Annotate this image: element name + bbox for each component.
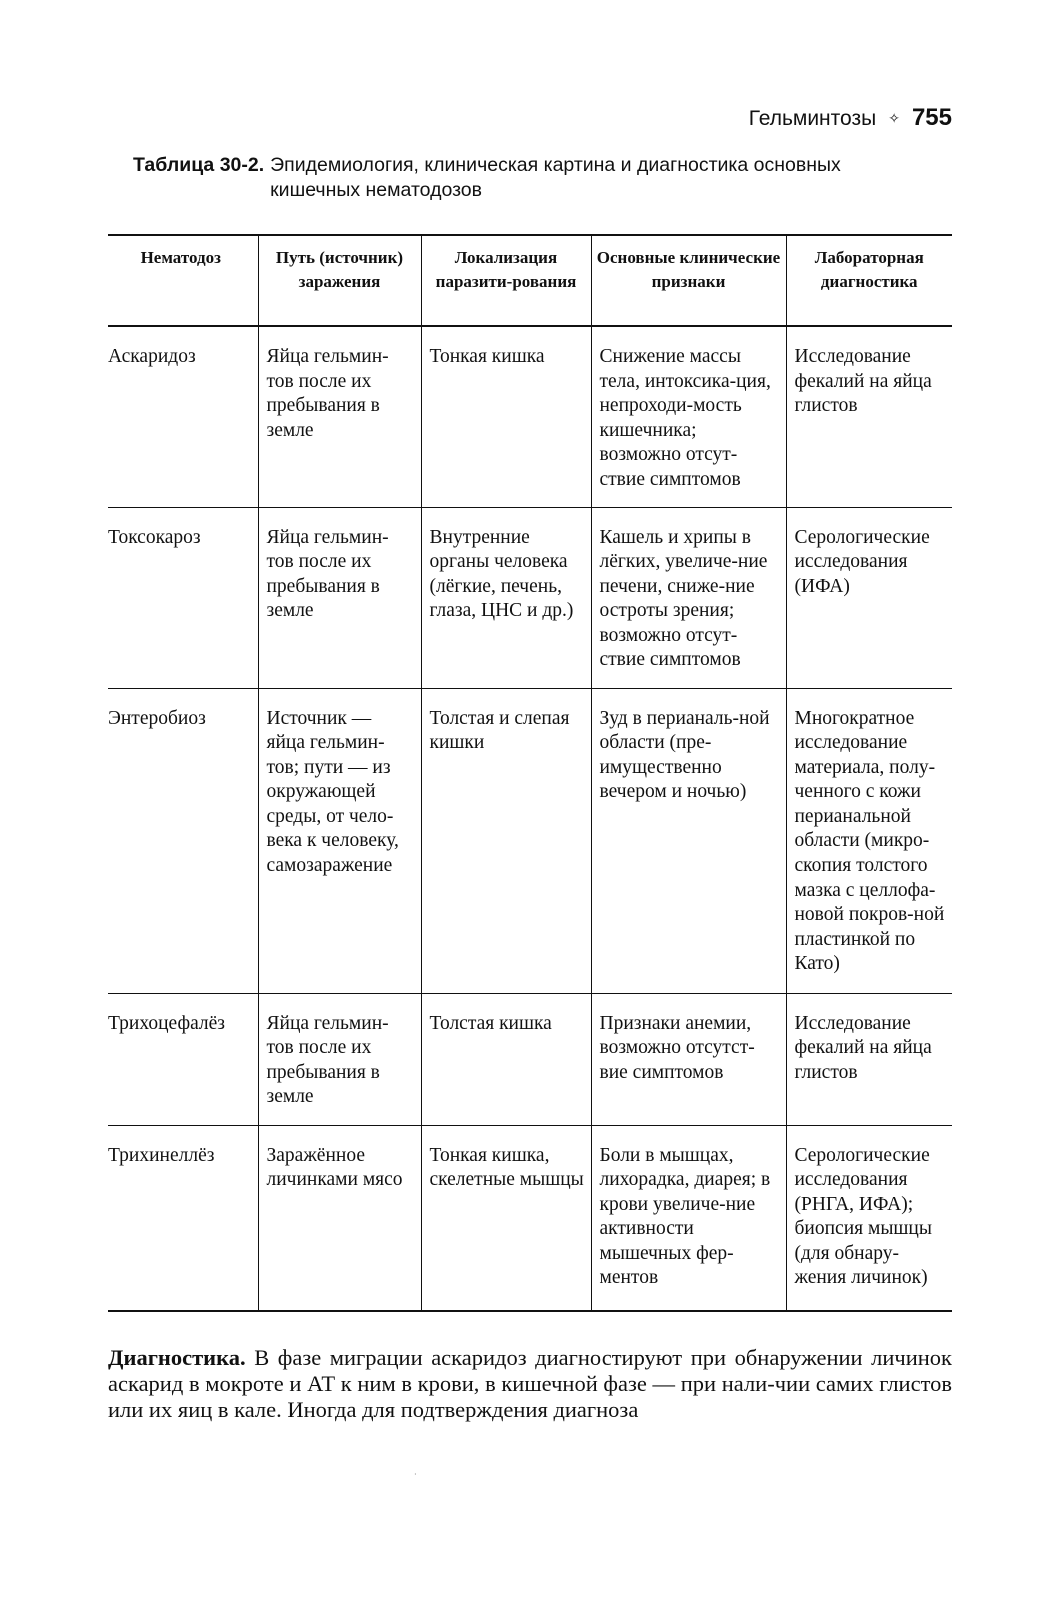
table-row xyxy=(108,1125,952,1311)
cell-lab-diagnostics: Серологические исследования (ИФА) xyxy=(786,507,952,688)
cell-clinical-signs: Зуд в перианаль-ной области (пре-имущественно вечером и ночью) xyxy=(591,688,786,993)
nematodes-table xyxy=(108,234,952,1312)
paragraph-runin-heading: Диагностика. xyxy=(108,1345,246,1370)
cell-clinical-signs: Кашель и хрипы в лёгких, увеличе-ние печени, сниже-ние остроты зрения; возможно отсут-ствие симптомов xyxy=(591,507,786,688)
cell-nematode: Трихоцефалёз xyxy=(108,1012,225,1034)
stray-mark: · xyxy=(414,1470,417,1479)
section-title: Гельминтозы xyxy=(748,107,877,130)
table-row xyxy=(108,507,952,688)
cell-localization: Толстая и слепая кишки xyxy=(421,688,591,993)
diagnostics-paragraph xyxy=(108,1345,952,1423)
cell-nematode: Аскаридоз xyxy=(108,346,196,367)
cell-clinical-signs: Боли в мышцах, лихорадка, диарея; в крови увеличе-ние активности мышечных фер-ментов xyxy=(591,1125,786,1311)
cell-nematode: Токсокароз xyxy=(108,526,201,548)
header-nematode: Нематодоз xyxy=(140,248,221,267)
cell-clinical-signs: Снижение массы тела, интоксика-ция, непроходи-мость кишечника; возможно отсут-ствие симптомов xyxy=(591,326,786,507)
cell-clinical-signs: Признаки анемии, возможно отсутст-вие симптомов xyxy=(591,993,786,1125)
header-lab-diagnostics: Лабораторная диагностика xyxy=(786,235,952,326)
header-localization: Локализация паразити-рования xyxy=(421,235,591,326)
cell-nematode: Энтеробиоз xyxy=(108,707,206,729)
table-row xyxy=(108,993,952,1125)
paragraph-text: В фазе миграции аскаридоз диагностируют при обнаружении личинок аскарид в мокроте и АТ к ним в крови, в кишечной фазе — при нали-чии самих глистов или их яиц в кале. Иногда для подтверждения диагноза xyxy=(108,1345,952,1422)
table-row xyxy=(108,326,952,507)
cell-lab-diagnostics: Исследование фекалий на яйца глистов xyxy=(786,993,952,1125)
cell-lab-diagnostics: Многократное исследование материала, полу-ченного с кожи перианальной области (микро-скопия толстого мазка с целлофа-новой покров-ной пластинкой по Като) xyxy=(786,688,952,993)
cell-lab-diagnostics: Исследование фекалий на яйца глистов xyxy=(786,326,952,507)
cell-localization: Тонкая кишка xyxy=(421,326,591,507)
cell-localization: Тонкая кишка, скелетные мышцы xyxy=(421,1125,591,1311)
cell-infection-route: Яйца гельмин-тов после их пребывания в земле xyxy=(258,326,421,507)
table-label: Таблица 30-2. xyxy=(133,154,265,176)
cell-infection-route: Заражённое личинками мясо xyxy=(258,1125,421,1311)
page-number: 755 xyxy=(911,104,952,131)
cell-nematode: Трихинеллёз xyxy=(108,1144,215,1166)
table-caption xyxy=(133,153,953,203)
cell-infection-route: Яйца гельмин-тов после их пребывания в земле xyxy=(258,993,421,1125)
diamond-separator-icon: ✧ xyxy=(888,110,900,126)
cell-infection-route: Яйца гельмин-тов после их пребывания в земле xyxy=(258,507,421,688)
running-head xyxy=(110,104,952,132)
table-header-row xyxy=(108,235,952,326)
table-title: Эпидемиология, клиническая картина и диагностика основных кишечных нематодозов xyxy=(270,154,841,201)
cell-localization: Толстая кишка xyxy=(421,993,591,1125)
cell-lab-diagnostics: Серологические исследования (РНГА, ИФА); биопсия мышцы (для обнару-жения личинок) xyxy=(786,1125,952,1311)
header-infection-route: Путь (источник) заражения xyxy=(258,235,421,326)
header-clinical-signs: Основные клинические признаки xyxy=(591,235,786,326)
cell-infection-route: Источник — яйца гельмин-тов; пути — из окружающей среды, от чело-века к человеку, самозаражение xyxy=(258,688,421,993)
table-row xyxy=(108,688,952,993)
cell-localization: Внутренние органы человека (лёгкие, печень, глаза, ЦНС и др.) xyxy=(421,507,591,688)
